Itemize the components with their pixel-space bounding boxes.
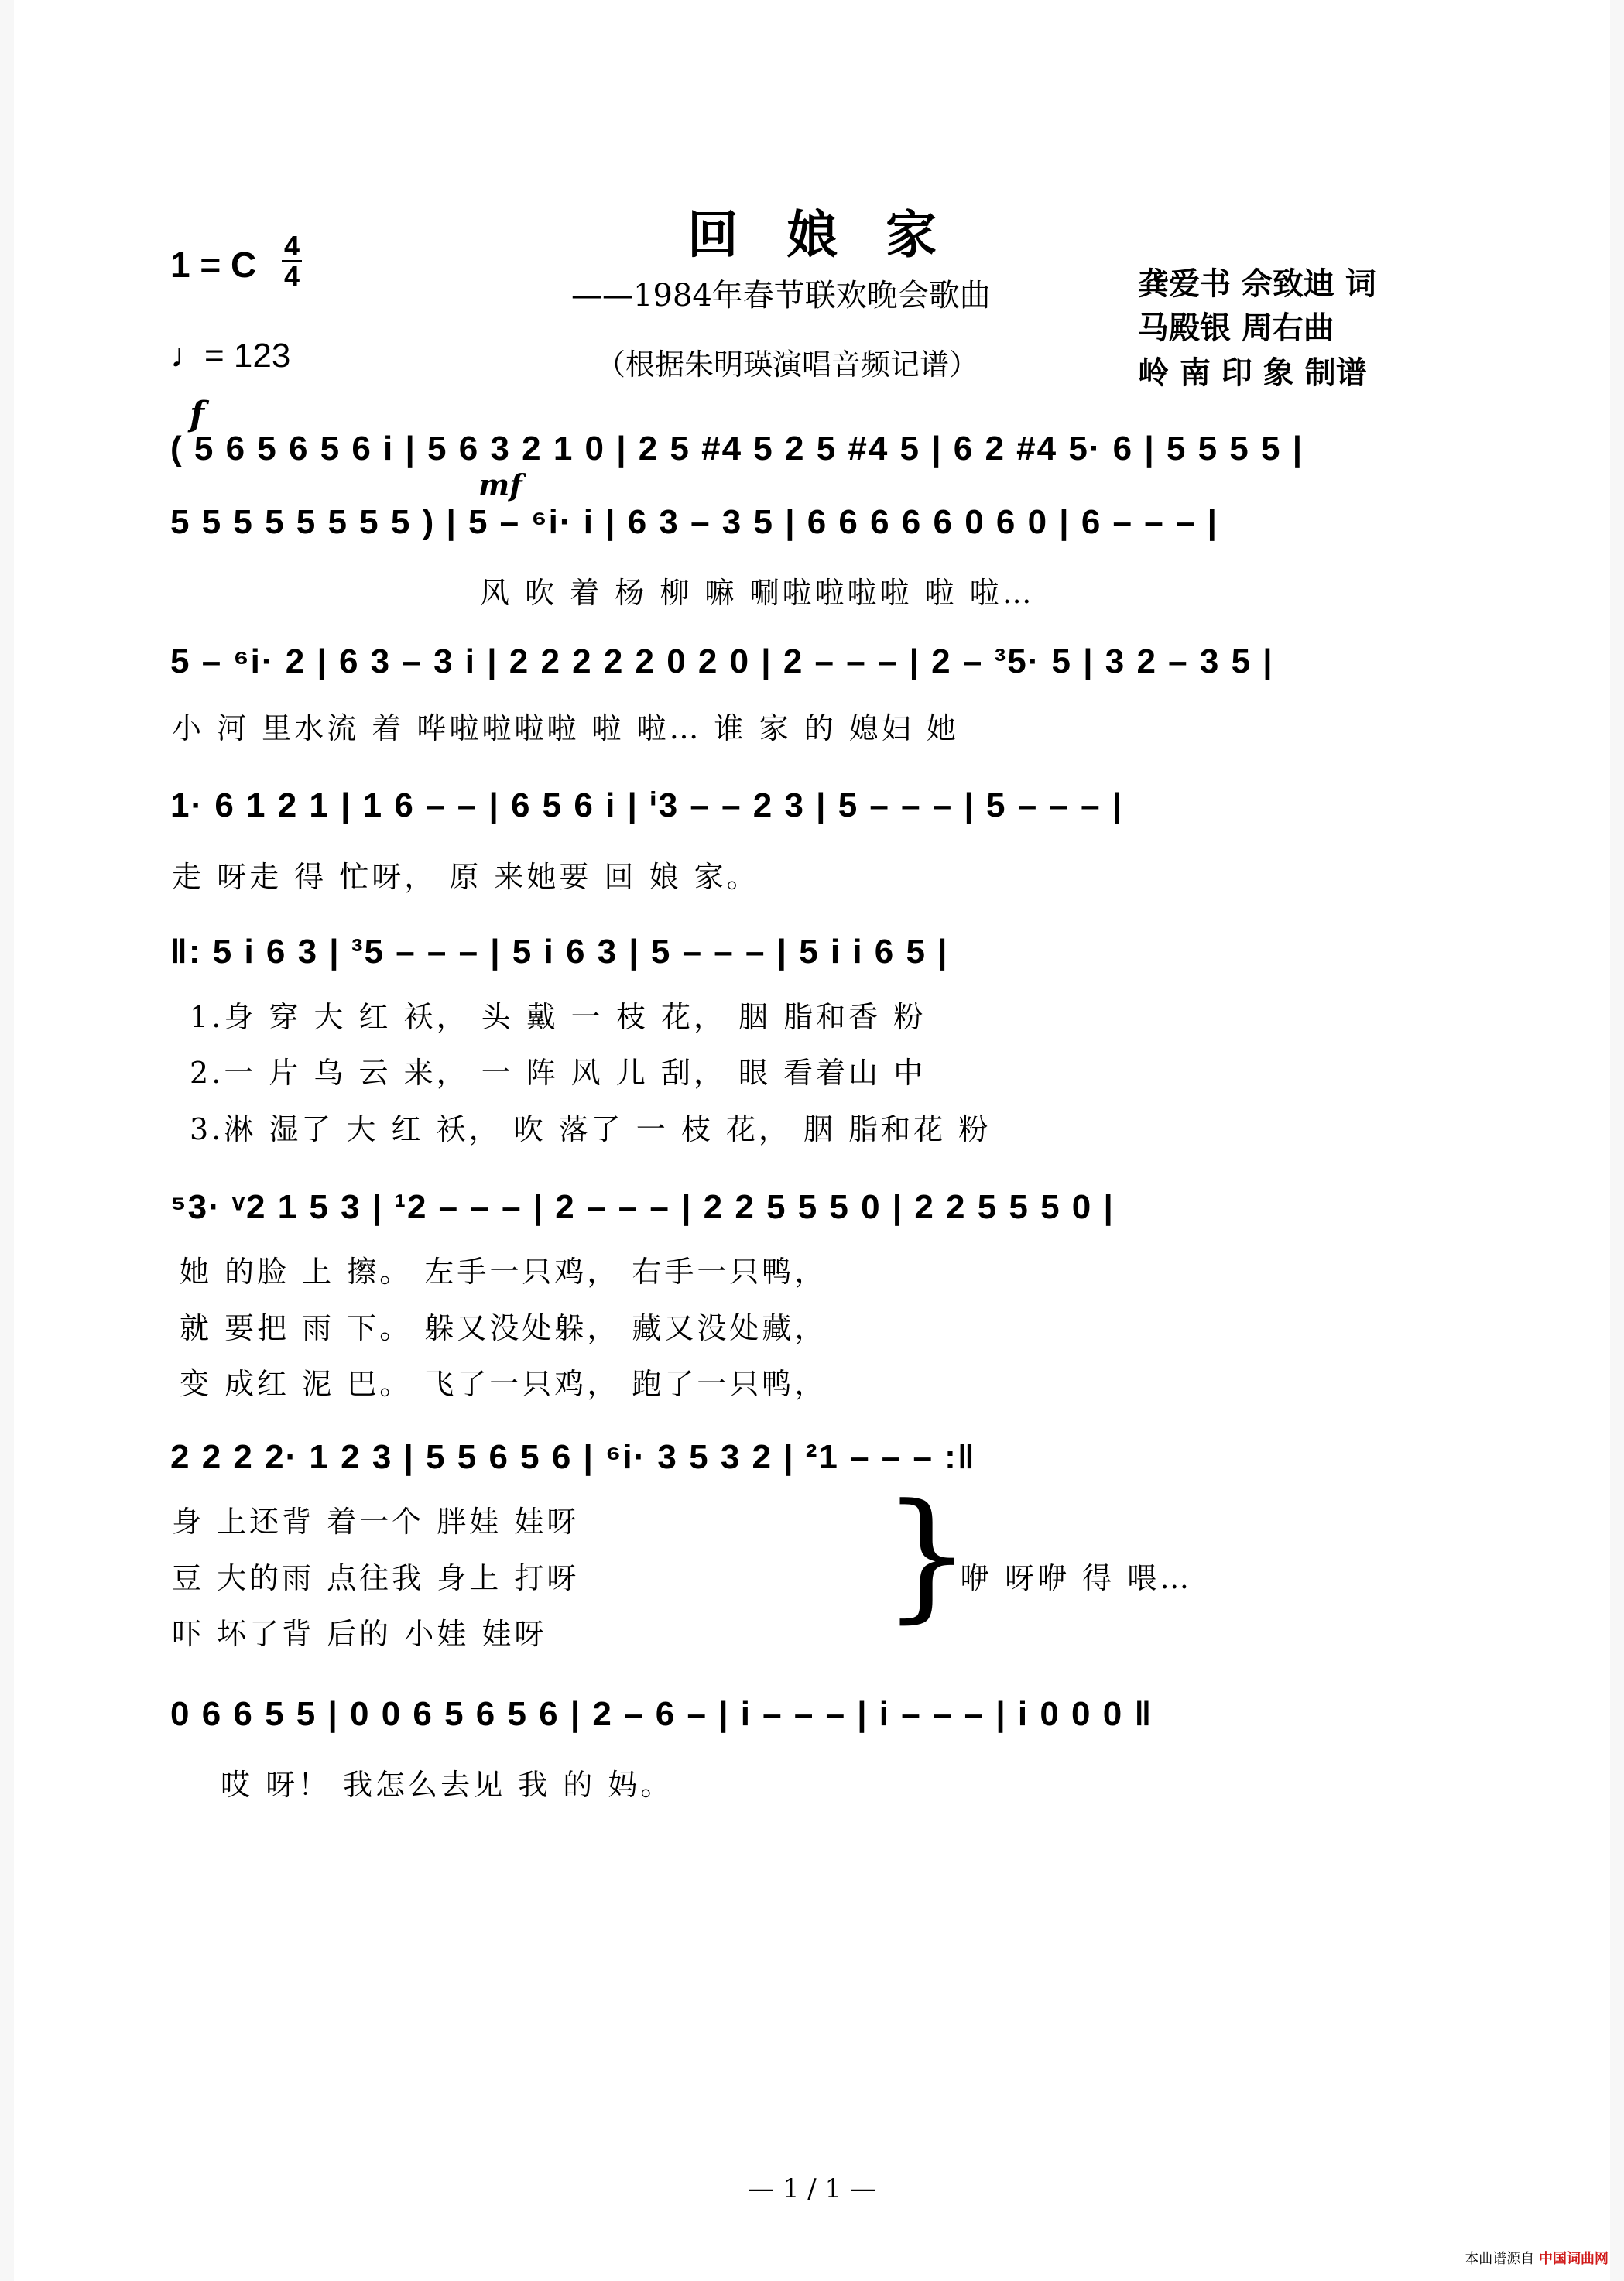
- score-line-7: 2 2 2 2· 1 2 3 | 5 5 6 5 6 | ⁶i· 3 5 3 2 | ²1 – – – :‖: [170, 1438, 976, 1476]
- score-line-4: 1· 6 1 2 1 | 1 6 – – | 6 5 6 i | ⁱ3 – – 2 3 | 5 – – – | 5 – – – |: [170, 786, 1124, 824]
- lyric-line-4: 走 呀走 得 忙呀， 原 来她要 回 娘 家。: [172, 860, 759, 894]
- right-edge: [1610, 0, 1624, 2281]
- song-subtitle: ——1984年春节联欢晚会歌曲: [571, 278, 991, 313]
- key-signature: 1 = C: [170, 245, 257, 285]
- source-credit: [1465, 2248, 1609, 2268]
- lyric-line-5-verse-2: 2.一 片 乌 云 来， 一 阵 风 儿 刮， 眼 看着山 中: [190, 1056, 927, 1090]
- lyric-line-6-verse-1: 她 的脸 上 擦。 左手一只鸡， 右手一只鸭，: [180, 1255, 827, 1289]
- transcription-note: （根据朱明瑛演唱音频记谱）: [596, 348, 979, 382]
- lyric-line-7-refrain: 咿 呀咿 得 喂…: [960, 1561, 1193, 1595]
- tempo-marking: ♩= 123: [170, 337, 291, 375]
- lyric-line-8: 哎 呀！ 我怎么去见 我 的 妈。: [221, 1768, 673, 1802]
- lyric-line-7-verse-3: 吓 坏了背 后的 小娃 娃呀: [172, 1617, 547, 1651]
- score-line-1: ( 5 6 5 6 5 6 i | 5 6 3 2 1 0 | 2 5 #4 5 2 5 #4 5 | 6 2 #4 5· 6 | 5 5 5 5 |: [170, 430, 1304, 468]
- score-line-3: 5 – ⁶i· 2 | 6 3 – 3 i | 2 2 2 2 2 0 2 0 | 2 – – – | 2 – ³5· 5 | 3 2 – 3 5 |: [170, 642, 1274, 680]
- lyric-line-3: 小 河 里水流 着 哗啦啦啦啦 啦 啦… 谁 家 的 媳妇 她: [172, 711, 959, 745]
- composer-credit: 马殿银 周右曲: [1138, 310, 1334, 346]
- lyric-line-7-verse-1: 身 上还背 着一个 胖娃 娃呀: [172, 1505, 580, 1539]
- score-line-5: ‖: 5 i 6 3 | ³5 – – – | 5 i 6 3 | 5 – – – | 5 i i 6 5 |: [170, 933, 949, 971]
- lyric-line-6-verse-3: 变 成红 泥 巴。 飞了一只鸡， 跑了一只鸭，: [180, 1367, 827, 1401]
- source-brand: 中国词曲网: [1539, 2251, 1609, 2267]
- lyric-line-5-verse-1: 1.身 穿 大 红 袄， 头 戴 一 枝 花， 胭 脂和香 粉: [190, 1000, 927, 1034]
- arranger-credit: 岭 南 印 象 制谱: [1138, 354, 1367, 391]
- source-label: 本曲谱源自: [1465, 2251, 1535, 2267]
- time-top: 4: [283, 230, 300, 262]
- score-line-8: 0 6 6 5 5 | 0 0 6 5 6 5 6 | 2 – 6 – | i – – – | i – – – | i 0 0 0 ‖: [170, 1695, 1153, 1733]
- score-line-2: 5 5 5 5 5 5 5 5 ) | 5 – ⁶i· i | 6 3 – 3 5 | 6 6 6 6 6 0 6 0 | 6 – – – |: [170, 503, 1218, 541]
- time-bottom: 4: [283, 260, 300, 292]
- lyric-line-7-verse-2: 豆 大的雨 点往我 身上 打呀: [172, 1561, 580, 1595]
- song-title: 回娘家: [687, 204, 985, 265]
- dynamic-forte: f: [190, 395, 204, 434]
- time-signature: [282, 232, 302, 290]
- left-edge: [0, 0, 14, 2281]
- score-line-6: ⁵3· ᵛ2 1 5 3 | ¹2 – – – | 2 – – – | 2 2 5 5 5 0 | 2 2 5 5 5 0 |: [170, 1188, 1115, 1226]
- lyric-line-2: 风 吹 着 杨 柳 嘛 唰啦啦啦啦 啦 啦…: [480, 576, 1035, 610]
- lyric-line-6-verse-2: 就 要把 雨 下。 躲又没处躲， 藏又没处藏，: [180, 1311, 827, 1345]
- page-number: — 1 / 1 —: [748, 2173, 876, 2204]
- verse-brace: }: [882, 1474, 971, 1636]
- dynamic-mezzoforte: mf: [478, 468, 522, 502]
- lyricist-credit: 龚爱书 佘致迪 词: [1138, 265, 1376, 302]
- lyric-line-5-verse-3: 3.淋 湿了 大 红 袄， 吹 落了 一 枝 花， 胭 脂和花 粉: [190, 1112, 992, 1146]
